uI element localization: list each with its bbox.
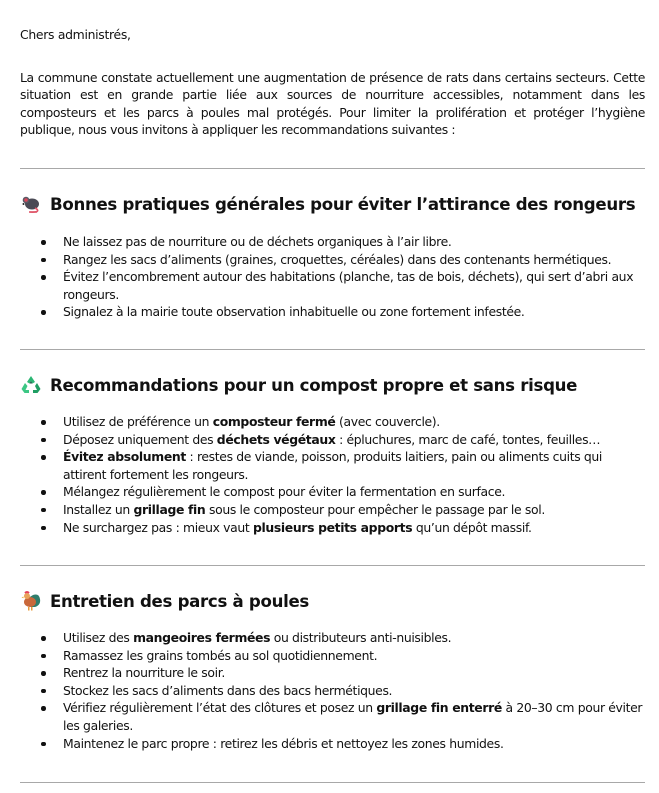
text: à 20–30 cm pour éviter les galeries. [63,700,643,733]
bold-text: déchets végétaux [216,431,336,447]
list-item [20,735,645,753]
general-list [20,233,645,321]
text: Signalez à la mairie toute observation inhabituelle ou zone fortement infestée. [63,304,525,320]
rat-icon [20,193,42,215]
list-item [20,682,645,700]
compost-list [20,413,645,536]
divider [20,168,645,169]
text: Maintenez le parc propre : retirez les débris et nettoyez les zones humides. [63,735,504,751]
bold-text: grillage fin enterré [376,700,502,716]
recycle-icon [20,374,42,396]
text: Déposez uniquement des [63,431,217,447]
text: Mélangez régulièrement le compost pour éviter la fermentation en surface. [63,484,506,500]
list-item [20,251,645,269]
text: Évitez l’encombrement autour des habitations (planche, tas de bois, déchets), qui sert d’abri aux rongeurs. [63,269,634,302]
list-item [20,268,645,303]
text: : épluchures, marc de café, tontes, feuilles… [335,431,601,447]
text: Rangez les sacs d’aliments (graines, croquettes, céréales) dans des contenants hermétiques. [63,251,612,267]
divider [20,349,645,350]
text: (avec couvercle). [335,414,440,429]
bold-text: mangeoires fermées [133,630,271,645]
bold-text: plusieurs petits apports [252,519,413,535]
text: ou distributeurs anti-nuisibles. [270,630,452,645]
intro-paragraph: La commune constate actuellement une augmentation de présence de rats dans certains secteurs. Cette situation est en grande partie liée aux sources de nourriture accessibles, notamment dans les composteurs et les parcs à poules mal protégés. Pour limiter la prolifération et protéger l’hygiène publique, nous vous invitons à appliquer les recommandations suivantes : [20,70,645,138]
section-title-general [20,193,635,215]
list-item [20,501,645,519]
section-title-compost [20,374,577,396]
text: Ne laissez pas de nourriture ou de déchets organiques à l’air libre. [63,234,452,249]
list-item [20,483,645,501]
section-title-text: Entretien des parcs à poules [50,591,310,611]
text: Vérifiez régulièrement l’état des clôtures et posez un [63,700,377,716]
list-item [20,431,645,449]
divider [20,782,645,783]
bold-text: composteur fermé [212,414,336,429]
list-item [20,519,645,537]
text: Utilisez de préférence un [63,414,213,429]
text: : restes de viande, poisson, produits laitiers, pain ou aliments cuits qui attirent fortement les rongeurs. [63,449,603,482]
section-title-chickens [20,590,309,612]
text: qu’un dépôt massif. [412,519,532,535]
list-item [20,664,645,682]
text: Ramassez les grains tombés au sol quotidiennement. [63,647,378,663]
text: sous le composteur pour empêcher le passage par le sol. [205,501,545,517]
section-title-text: Recommandations pour un compost propre et sans risque [50,375,578,395]
list-item [20,303,645,321]
list-item [20,413,645,431]
list-item [20,647,645,665]
bold-text: Évitez absolument [63,449,186,465]
chickens-list [20,629,645,752]
text: Rentrez la nourriture le soir. [63,665,225,681]
bold-text: grillage fin [133,501,206,517]
text: Installez un [63,501,134,517]
divider [20,565,645,566]
list-item [20,233,645,251]
text: Stockez les sacs d’aliments dans des bacs hermétiques. [63,682,393,698]
rooster-icon [20,590,42,612]
greeting: Chers administrés, [20,27,131,42]
list-item [20,629,645,647]
text: Ne surchargez pas : mieux vaut [63,519,253,535]
section-title-text: Bonnes pratiques générales pour éviter l’attirance des rongeurs [50,194,636,214]
text: Utilisez des [63,630,134,645]
list-item [20,699,645,734]
list-item [20,448,645,483]
